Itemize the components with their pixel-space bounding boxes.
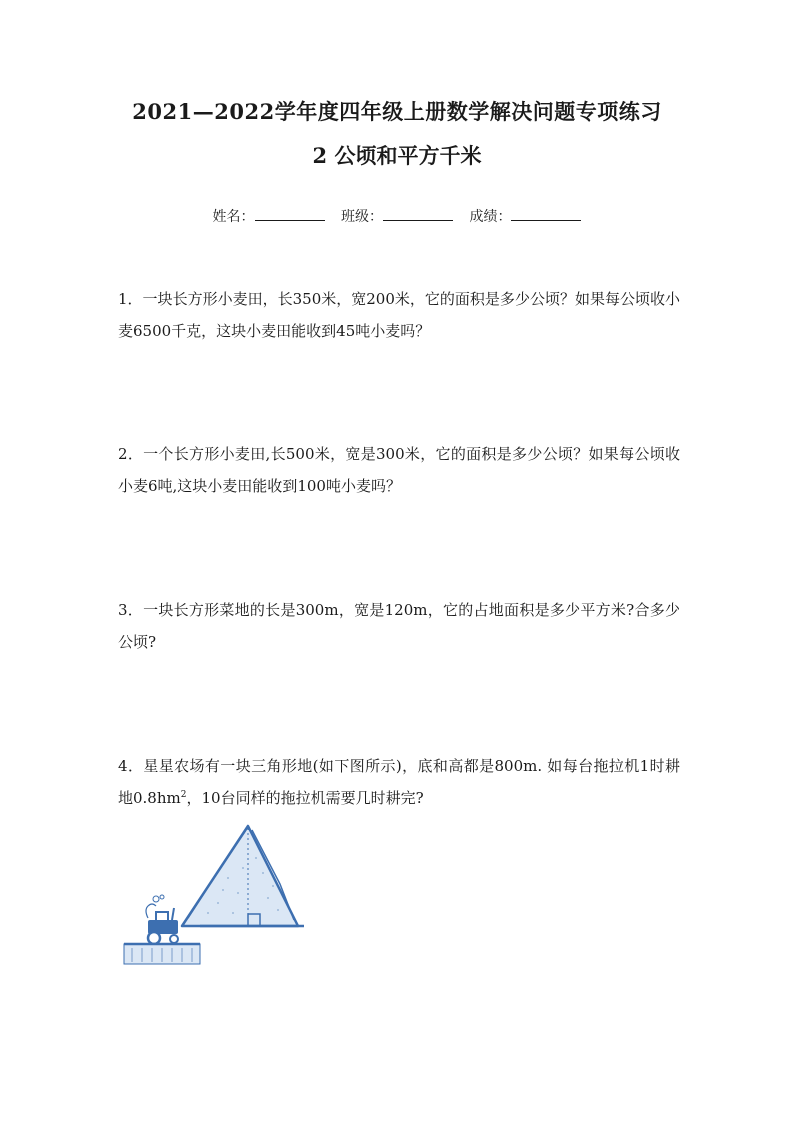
class-field[interactable] xyxy=(341,209,457,225)
question-4-superscript: 2 xyxy=(180,790,187,800)
score-label: 成绩： xyxy=(469,209,512,225)
page-title: 2021—2022学年度四年级上册数学解决问题专项练习 xyxy=(132,99,662,124)
question-4-text-a: 4．星星农场有一块三角形地(如下图所示)，底和高都是800m. 如每台拖拉机1时耕地0.8hm xyxy=(118,757,680,807)
question-4-text-b: ，10台同样的拖拉机需要几时耕完? xyxy=(186,789,424,807)
tractor-icon xyxy=(146,895,178,944)
student-info-row xyxy=(0,206,794,226)
score-blank[interactable] xyxy=(511,206,581,221)
class-blank[interactable] xyxy=(383,206,453,221)
name-blank[interactable] xyxy=(255,206,325,221)
name-field[interactable] xyxy=(213,209,329,225)
score-field[interactable] xyxy=(469,209,581,225)
question-1: 1．一块长方形小麦田，长350米，宽200米，它的面积是多少公顷？如果每公顷收小麦6500千克，这块小麦田能收到45吨小麦吗？ xyxy=(118,290,680,340)
page-subtitle: 2 公顷和平方千米 xyxy=(312,143,482,168)
class-label: 班级： xyxy=(341,209,383,225)
triangle-field-icon xyxy=(182,826,298,926)
ground-block xyxy=(124,944,200,964)
triangle-field-figure xyxy=(118,818,308,968)
question-4 xyxy=(118,750,680,814)
question-2: 2．一个长方形小麦田,长500米，宽是300米，它的面积是多少公顷？如果每公顷收小麦6吨,这块小麦田能收到100吨小麦吗？ xyxy=(118,445,680,495)
name-label: 姓名： xyxy=(212,209,255,225)
question-3: 3．一块长方形菜地的长是300m，宽是120m，它的占地面积是多少平方米?合多少公顷? xyxy=(118,601,680,651)
